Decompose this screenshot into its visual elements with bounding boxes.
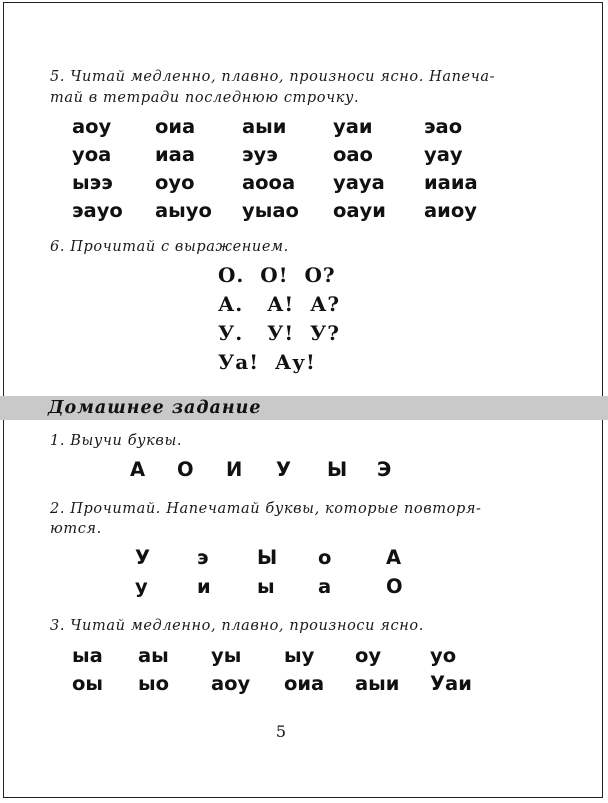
syllable: А	[130, 458, 146, 481]
syllable: А	[386, 546, 402, 569]
syllable: аыи	[242, 115, 287, 138]
syllable: уы	[211, 644, 242, 667]
syllable: оиа	[155, 115, 196, 138]
text-row	[0, 544, 608, 572]
syllable: уаи	[333, 115, 373, 138]
syllable: Ы	[327, 458, 348, 481]
text-row	[0, 573, 608, 601]
syllable: У	[276, 458, 292, 481]
syllable: оао	[333, 143, 373, 166]
text-row	[0, 456, 608, 484]
homework-banner	[0, 396, 608, 420]
text-row	[0, 113, 608, 141]
syllable: ыу	[284, 644, 315, 667]
text-row	[0, 642, 608, 670]
homework-1-instruction: 1. Выучи буквы.	[50, 433, 183, 449]
text-row	[0, 141, 608, 169]
syllable: оиа	[284, 672, 325, 695]
syllable: аоу	[211, 672, 251, 695]
exercise-5-instruction-line-1: 5. Читай медленно, плавно, произноси ясно. Напеча-	[50, 69, 496, 85]
syllable: оуо	[155, 171, 195, 194]
homework-2-instruction-line-1: 2. Прочитай. Напечатай буквы, которые повторя-	[50, 501, 482, 517]
syllable: И	[226, 458, 243, 481]
syllable: оы	[72, 672, 104, 695]
homework-2-instruction-line-2: ются.	[50, 521, 102, 537]
text-row	[0, 197, 608, 225]
homework-title: Домашнее задание	[48, 398, 262, 418]
syllable: У	[135, 546, 151, 569]
syllable: оу	[355, 644, 382, 667]
syllable: ыээ	[72, 171, 113, 194]
homework-3-instruction: 3. Читай медленно, плавно, произноси ясно.	[50, 618, 424, 634]
syllable: Ы	[257, 546, 278, 569]
syllable: ы	[257, 575, 275, 598]
exclamation-line: А. А! А?	[218, 292, 341, 316]
exercise-5-instruction-line-2: тай в тетради последнюю строчку.	[50, 90, 360, 106]
syllable: Уаи	[430, 672, 472, 695]
exclamation-line: О. О! О?	[218, 263, 336, 287]
syllable: и	[197, 575, 211, 598]
syllable: аыи	[355, 672, 400, 695]
syllable: ыо	[138, 672, 170, 695]
syllable: уоа	[72, 143, 112, 166]
text-row	[0, 169, 608, 197]
syllable: иаа	[155, 143, 195, 166]
syllable: аиоу	[424, 199, 477, 222]
syllable: аыуо	[155, 199, 212, 222]
syllable: о	[318, 546, 332, 569]
exclamation-line: У. У! У?	[218, 321, 340, 345]
syllable: уыао	[242, 199, 299, 222]
syllable: аооа	[242, 171, 296, 194]
exclamation-line: Уа! Ау!	[218, 350, 316, 374]
syllable: эауо	[72, 199, 123, 222]
syllable: у	[135, 575, 148, 598]
syllable: Э	[377, 458, 392, 481]
exercise-6-instruction: 6. Прочитай с выражением.	[50, 239, 289, 255]
syllable: иаиа	[424, 171, 478, 194]
syllable: О	[177, 458, 194, 481]
syllable: аоу	[72, 115, 112, 138]
syllable: э	[197, 546, 209, 569]
syllable: оауи	[333, 199, 386, 222]
page-number: 5	[275, 722, 287, 741]
syllable: эао	[424, 115, 463, 138]
text-row	[0, 670, 608, 698]
syllable: эуэ	[242, 143, 278, 166]
syllable: а	[318, 575, 332, 598]
syllable: уау	[424, 143, 463, 166]
syllable: ыа	[72, 644, 103, 667]
syllable: уо	[430, 644, 457, 667]
syllable: О	[386, 575, 403, 598]
syllable: уауа	[333, 171, 385, 194]
syllable: аы	[138, 644, 169, 667]
